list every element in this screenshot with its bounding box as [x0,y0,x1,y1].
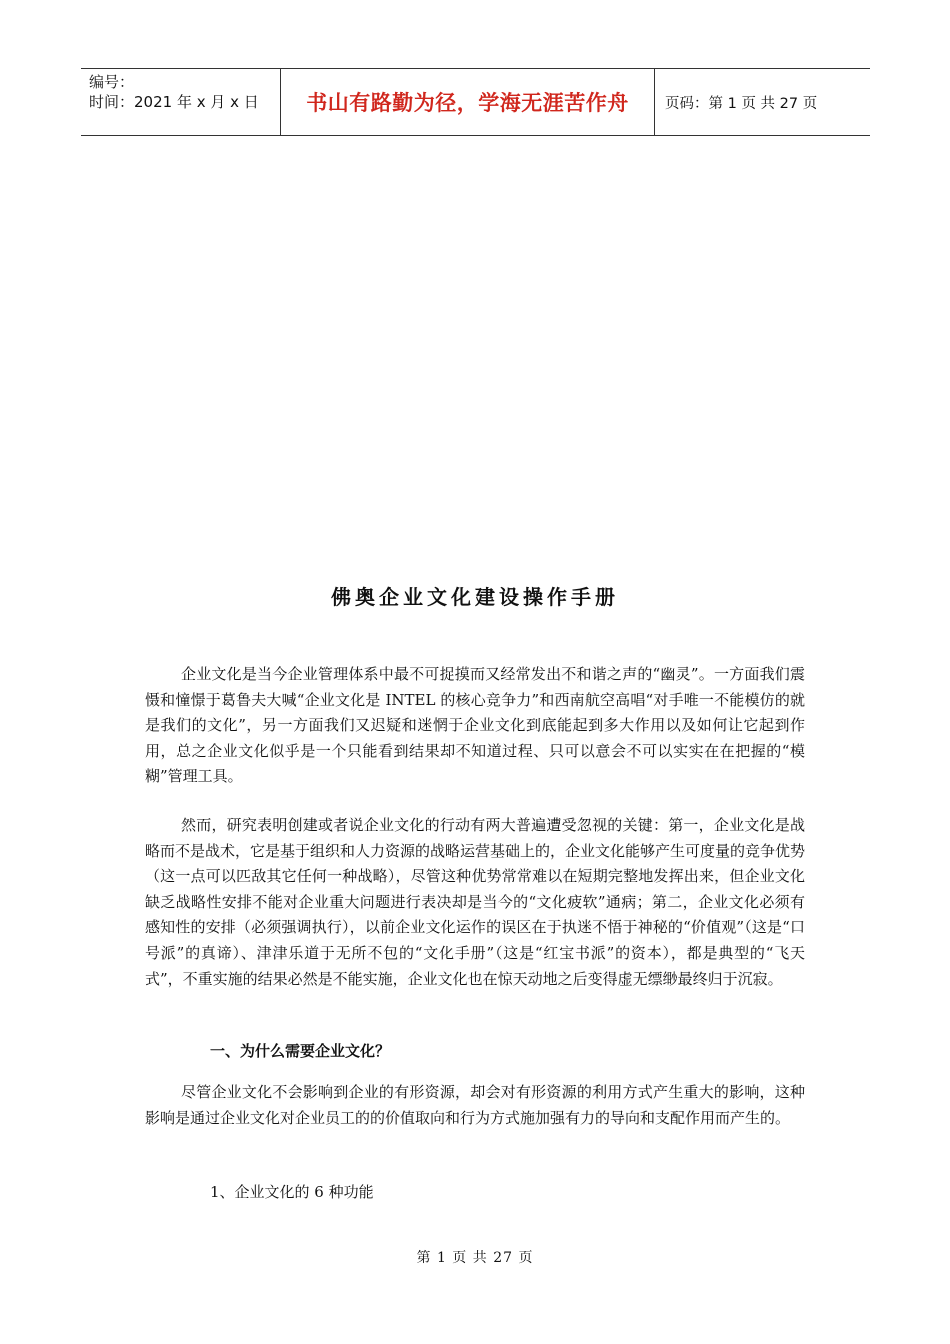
header-meta-cell [81,69,281,135]
section-heading: 一、为什么需要企业文化？ [210,1042,391,1060]
page-footer: 第 1 页 共 27 页 [416,1250,534,1266]
body-paragraph: 尽管企业文化不会影响到企业的有形资源，却会对有形资源的利用方式产生重大的影响，这种影响是通过企业文化对企业员工的的价值取向和行为方式施加强有力的导向和支配作用而产生的。 [145,1083,805,1127]
page-header [81,68,870,136]
document-number-label: 编号： [89,73,135,91]
body-paragraph: 然而，研究表明创建或者说企业文化的行动有两大普遍遭受忽视的关键：第一，企业文化是战略而不是战术，它是基于组织和人力资源的战略运营基础上的，企业文化能够产生可度量的竞争优势（这一点可以匹敌其它任何一种战略），尽管这种优势常常难以在短期完整地发挥出来，但企业文化缺乏战略性安排不能对企业重大问题进行表决却是当今的“文化疲软”通病；第二，企业文化必须有感知性的安排（必须强调执行），以前企业文化运作的误区在于执迷不悟于神秘的“价值观”（这是“口号派”的真谛）、津津乐道于无所不包的“文化手册”（这是“红宝书派”的资本），都是典型的“飞天式”，不重实施的结果必然是不能实施，企业文化也在惊天动地之后变得虚无缥缈最终归于沉寂。 [145,816,806,988]
list-item: 1、企业文化的 6 种功能 [210,1183,374,1201]
document-title: 佛奥企业文化建设操作手册 [331,585,619,609]
header-page-info: 页码：第 1 页 共 27 页 [665,95,818,112]
body-paragraph: 企业文化是当今企业管理体系中最不可捉摸而又经常发出不和谐之声的“幽灵”。一方面我们震慑和憧憬于葛鲁夫大喊“企业文化是 INTEL 的核心竞争力”和西南航空高唱“对手唯一不能模仿的就是我们的文化”，另一方面我们又迟疑和迷惘于企业文化到底能起到多大作用以及如何让它起到作用，总之企业文化似乎是一个只能看到结果却不知道过程、只可以意会不可以实实在在把握的“模糊”管理工具。 [145,665,805,786]
header-motto: 书山有路勤为径，学海无涯苦作舟 [281,69,655,135]
document-date-label: 时间：2021 年 x 月 x 日 [89,93,259,111]
